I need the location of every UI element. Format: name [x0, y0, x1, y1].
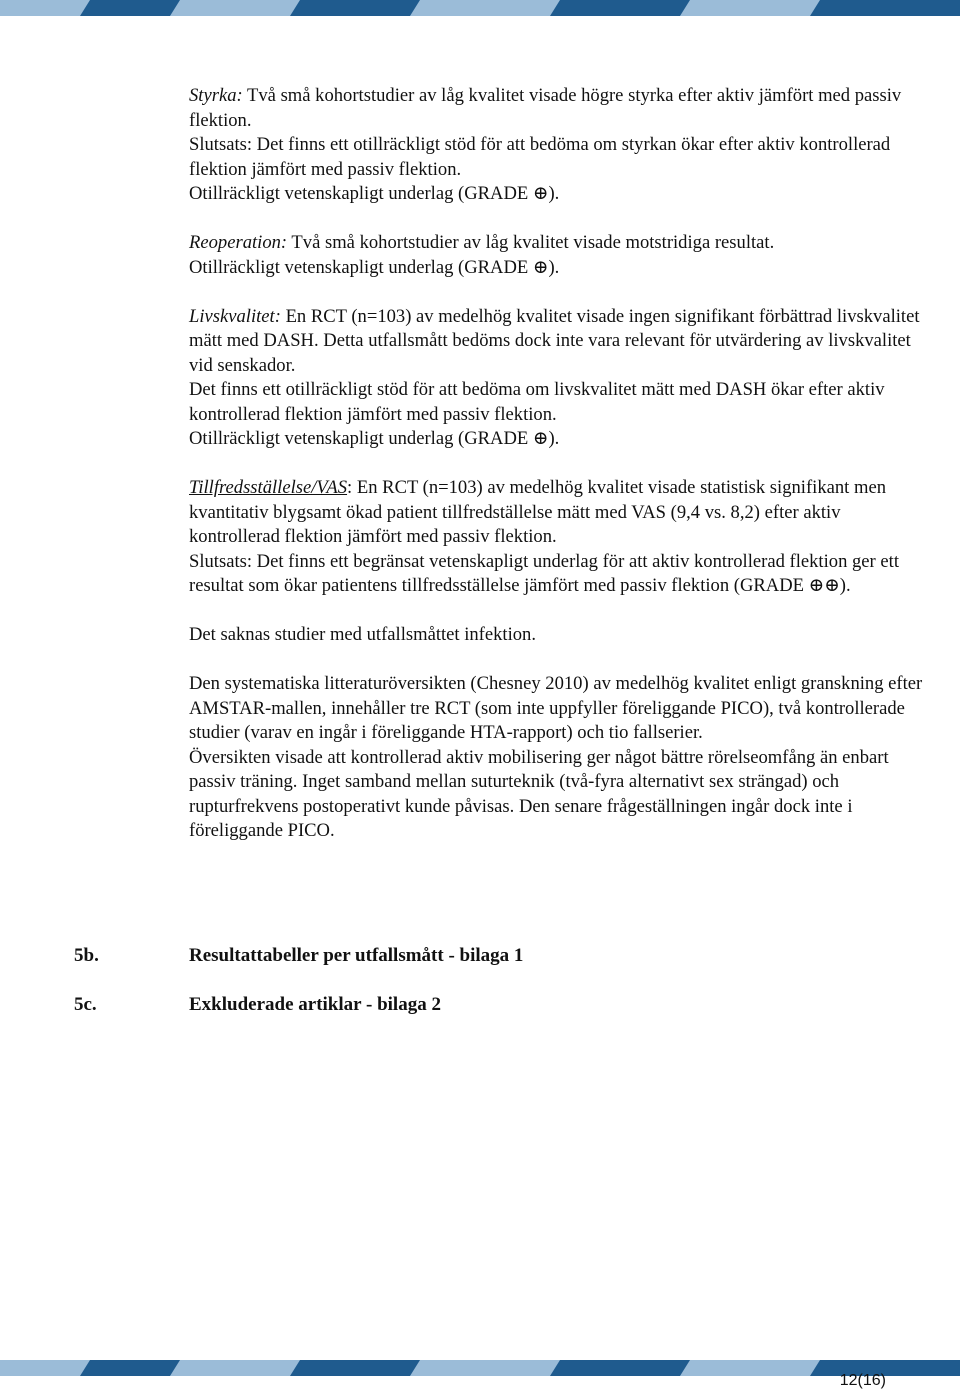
styrka-grade: Otillräckligt vetenskapligt underlag (GRADE ⊕). — [189, 183, 560, 204]
review-paragraph-1: Den systematiska litteraturöversikten (Chesney 2010) av medelhög kvalitet enligt granskning efter AMSTAR-mallen, innehåller tre RCT (som inte uppfyller föreliggande PICO), två kontrollerade studier (varav en ingår i föreliggande HTA-rapport) och tio fallserier. — [189, 673, 923, 743]
styrka-paragraph: Styrka: Två små kohortstudier av låg kvalitet visade högre styrka efter aktiv jämfört med passiv flektion. — [189, 85, 902, 131]
styrka-conclusion: Slutsats: Det finns ett otillräckligt stöd för att bedöma om styrkan ökar efter aktiv kontrollerad flektion jämfört med passiv flektion. — [189, 134, 891, 180]
livskvalitet-conclusion: Det finns ett otillräckligt stöd för att bedöma om livskvalitet mätt med DASH ökar efter aktiv kontrollerad flektion jämfört med passiv flektion. — [189, 379, 885, 425]
tillfredsstallelse-conclusion: Slutsats: Det finns ett begränsat vetenskapligt underlag för att aktiv kontrollerad flektion ger ett resultat som ökar patientens tillfredsställelse jämfört med passiv flektion (GRADE ⊕⊕). — [189, 550, 899, 596]
livskvalitet-paragraph: Livskvalitet: En RCT (n=103) av medelhög kvalitet visade ingen signifikant förbättrad livskvalitet mätt med DASH. Detta utfallsmått bedöms dock inte vara relevant för utvärdering av livskvalitet vid senskador. — [189, 305, 920, 376]
section-title: Exkluderade artiklar - bilaga 2 — [189, 994, 441, 1015]
review-paragraph-2: Översikten visade att kontrollerad aktiv mobilisering ger något bättre rörelseomfång än enbart passiv träning. Inget samband mellan suturteknik (två-fyra alternativt sex strängad) och rupturfrekvens postoperativt kunde påvisas. Den senare frågeställningen ingår dock inte i föreliggande PICO. — [189, 746, 889, 841]
reoperation-grade: Otillräckligt vetenskapligt underlag (GRADE ⊕). — [189, 256, 560, 278]
livskvalitet-label: Livskvalitet: — [189, 305, 281, 327]
tillfredsstallelse-label: Tillfredsställelse/VAS — [189, 477, 348, 498]
tillfredsstallelse-paragraph: Tillfredsställelse/VAS: En RCT (n=103) av medelhög kvalitet visade statistisk signifikant men kvantitativ blygsamt ökad patient tillfredställelse mätt med VAS (9,4 vs. 8,2) efter aktiv kontrollerad flektion jämfört med passiv flektion. — [189, 477, 887, 547]
page-number: 12(16) — [839, 1372, 886, 1389]
livskvalitet-grade: Otillräckligt vetenskapligt underlag (GRADE ⊕). — [189, 428, 560, 449]
footer-band — [0, 1360, 960, 1376]
body-text — [189, 84, 934, 844]
reoperation-paragraph: Reoperation: Två små kohortstudier av låg kvalitet visade motstridiga resultat. — [189, 232, 775, 253]
section-number: 5c. — [74, 994, 97, 1015]
header-band — [0, 0, 960, 16]
styrka-label: Styrka: — [189, 85, 243, 106]
section-heading-5c — [74, 994, 441, 1016]
section-title: Resultattabeller per utfallsmått - bilaga 1 — [189, 945, 524, 966]
reoperation-label: Reoperation: — [189, 232, 288, 253]
section-number: 5b. — [74, 945, 99, 966]
section-heading-5b — [74, 945, 523, 967]
infektion-paragraph: Det saknas studier med utfallsmåttet infektion. — [189, 624, 536, 645]
